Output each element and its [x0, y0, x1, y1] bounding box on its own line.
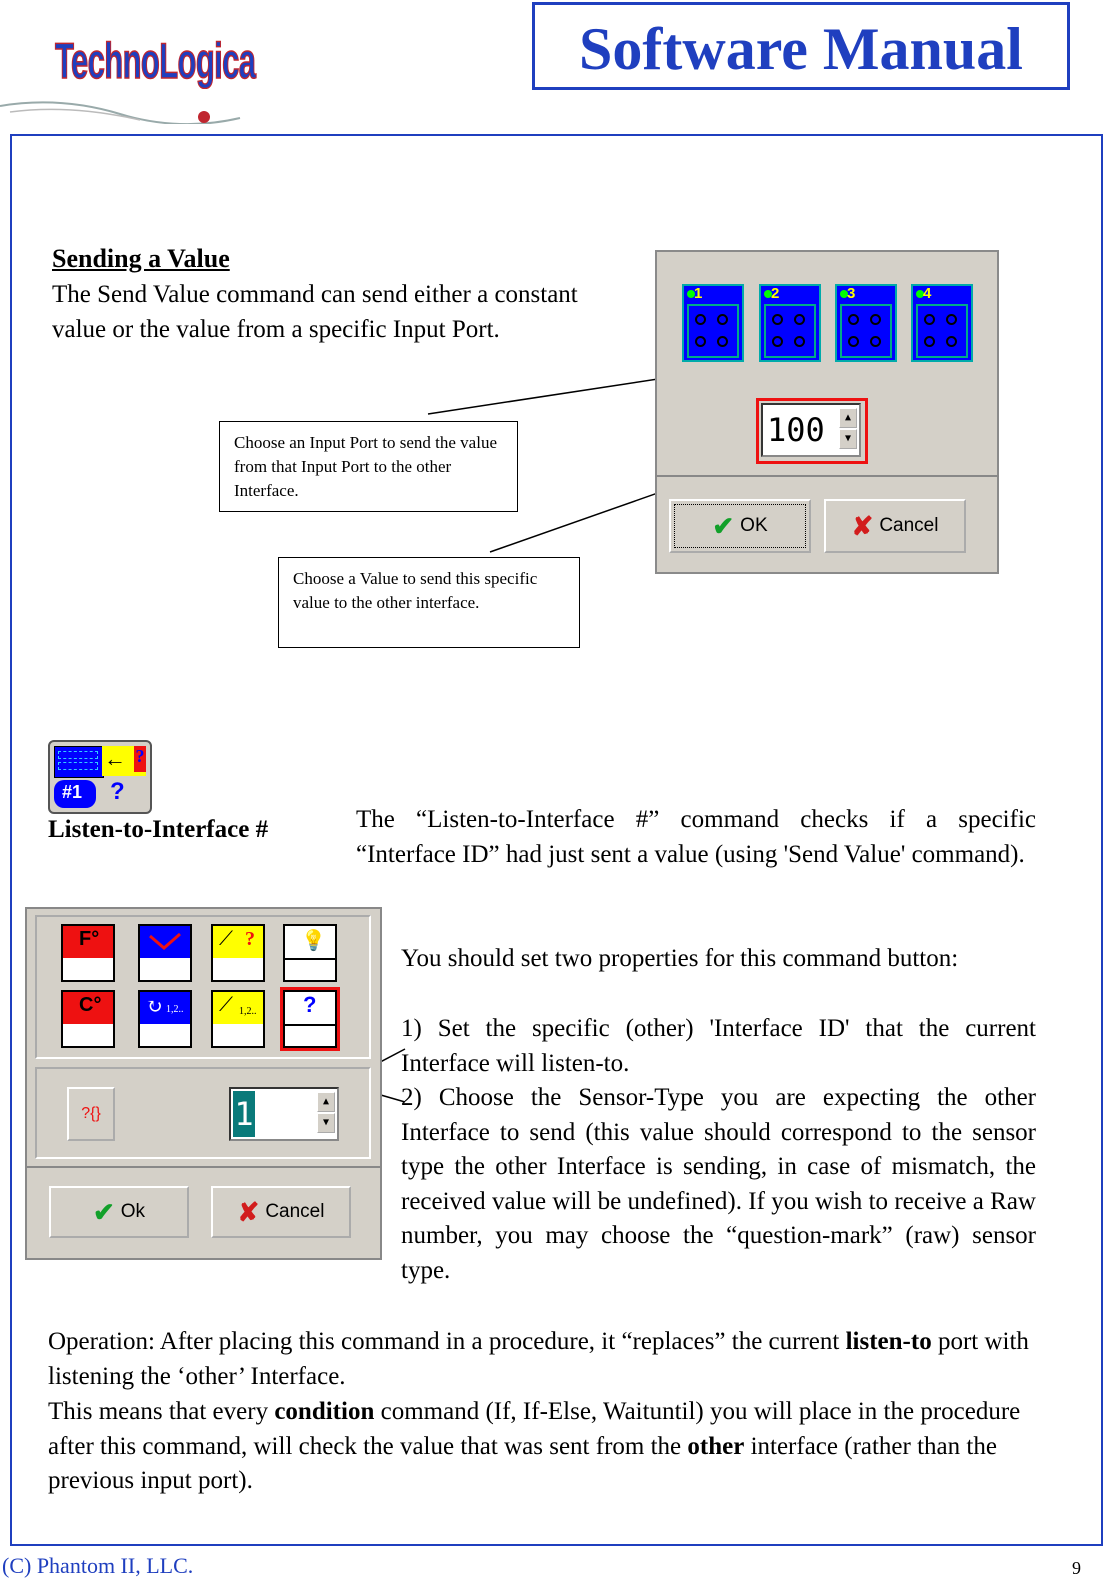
listen-to-interface-icon: ← ? #1 ? — [48, 740, 152, 814]
sensor-raw[interactable]: ? — [283, 990, 337, 1048]
check-icon: ✔ — [92, 1196, 115, 1227]
cancel-x-icon: ✘ — [237, 1196, 260, 1227]
footer-copyright: (C) Phantom II, LLC. — [2, 1553, 194, 1578]
cancel-x-icon: ✘ — [851, 510, 874, 541]
check-icon: ✔ — [712, 510, 735, 541]
curve-icon: ⟋ — [219, 994, 233, 1016]
input-port-1[interactable]: 1 — [682, 284, 744, 362]
cycle-icon: ↻ — [146, 996, 163, 1018]
spin-down-icon[interactable]: ▼ — [317, 1113, 335, 1133]
spin-down-icon[interactable]: ▼ — [839, 429, 857, 449]
manual-title: Software Manual — [579, 16, 1023, 82]
cancel-button[interactable]: ✘ Cancel — [211, 1186, 351, 1238]
sensor-lamp[interactable] — [283, 924, 337, 982]
page-number: 9 — [1072, 1558, 1081, 1578]
listen-props-intro: You should set two properties for this command button: — [401, 945, 959, 972]
interface-id-spinner[interactable]: 1 ▲ ▼ — [229, 1087, 339, 1141]
bulb-icon: 💡 — [301, 930, 326, 952]
question-icon: ? — [134, 746, 146, 772]
send-value-heading: Sending a Value — [52, 244, 230, 273]
sensor-generic-count[interactable]: ⟋ 1,2.. — [211, 990, 265, 1048]
callout-input-port: Choose an Input Port to send the value from that Input Port to the other Interface. — [219, 421, 518, 512]
spin-up-icon[interactable]: ▲ — [839, 408, 857, 428]
cancel-button[interactable]: ✘ Cancel — [824, 499, 966, 553]
operation-paragraph-2: This means that every condition command (If, If-Else, Waituntil) you will place in the procedure after this command, will check the value that was sent from the other interface (rather than the previous input port). — [48, 1398, 1021, 1494]
send-value-body: The Send Value command can send either a constant value or the value from a specific Input Port. — [52, 281, 578, 343]
input-port-3[interactable]: 3 — [835, 284, 897, 362]
curve-icon: ⟋ — [219, 928, 233, 950]
logo-wordmark: TechnoLogica — [55, 33, 256, 89]
spin-up-icon[interactable]: ▲ — [317, 1092, 335, 1112]
value-spinner[interactable]: 100 ▲ ▼ — [761, 403, 861, 457]
sensor-generic[interactable]: ⟋ ? — [211, 924, 265, 982]
listen-prop1: 1) Set the specific (other) 'Interface ID' that the current Interface will listen-to. — [401, 1015, 1036, 1077]
sensor-counter[interactable]: ↻ 1,2.. — [138, 990, 192, 1048]
listen-intro: The “Listen-to-Interface #” command checks if a specific “Interface ID” had just sent a value (using 'Send Value' command). — [356, 806, 1036, 868]
listen-to-interface-label: Listen-to-Interface # — [48, 816, 269, 843]
ok-button[interactable]: ✔ OK — [669, 499, 811, 553]
sensor-temp-f[interactable]: F° — [61, 924, 115, 982]
listen-prop2: 2) Choose the Sensor-Type you are expecting the other Interface to send (this value should correspond to the sensor type the other Interface is sending, in case of mismatch, the received value will be undefined). If you wish to receive a Raw number, you may choose the “question-mark” (raw) sensor type. — [401, 1084, 1036, 1284]
input-port-4[interactable]: 4 — [911, 284, 973, 362]
listen-to-interface-dialog — [25, 907, 382, 1260]
sensor-temp-c[interactable]: C° — [61, 990, 115, 1048]
send-value-dialog — [655, 250, 999, 574]
raw-value-button[interactable]: ?{} — [67, 1087, 115, 1141]
sensor-light[interactable] — [138, 924, 192, 982]
input-port-2[interactable]: 2 — [759, 284, 821, 362]
light-sensor-icon — [146, 930, 186, 954]
arrow-left-icon: ← — [104, 746, 126, 771]
callout-value: Choose a Value to send this specific value to the other interface. — [278, 557, 580, 648]
operation-paragraph-1: Operation: After placing this command in a procedure, it “replaces” the current listen-to port with listening the ‘other’ Interface. — [48, 1328, 1029, 1390]
ok-button[interactable]: ✔ Ok — [49, 1186, 189, 1238]
